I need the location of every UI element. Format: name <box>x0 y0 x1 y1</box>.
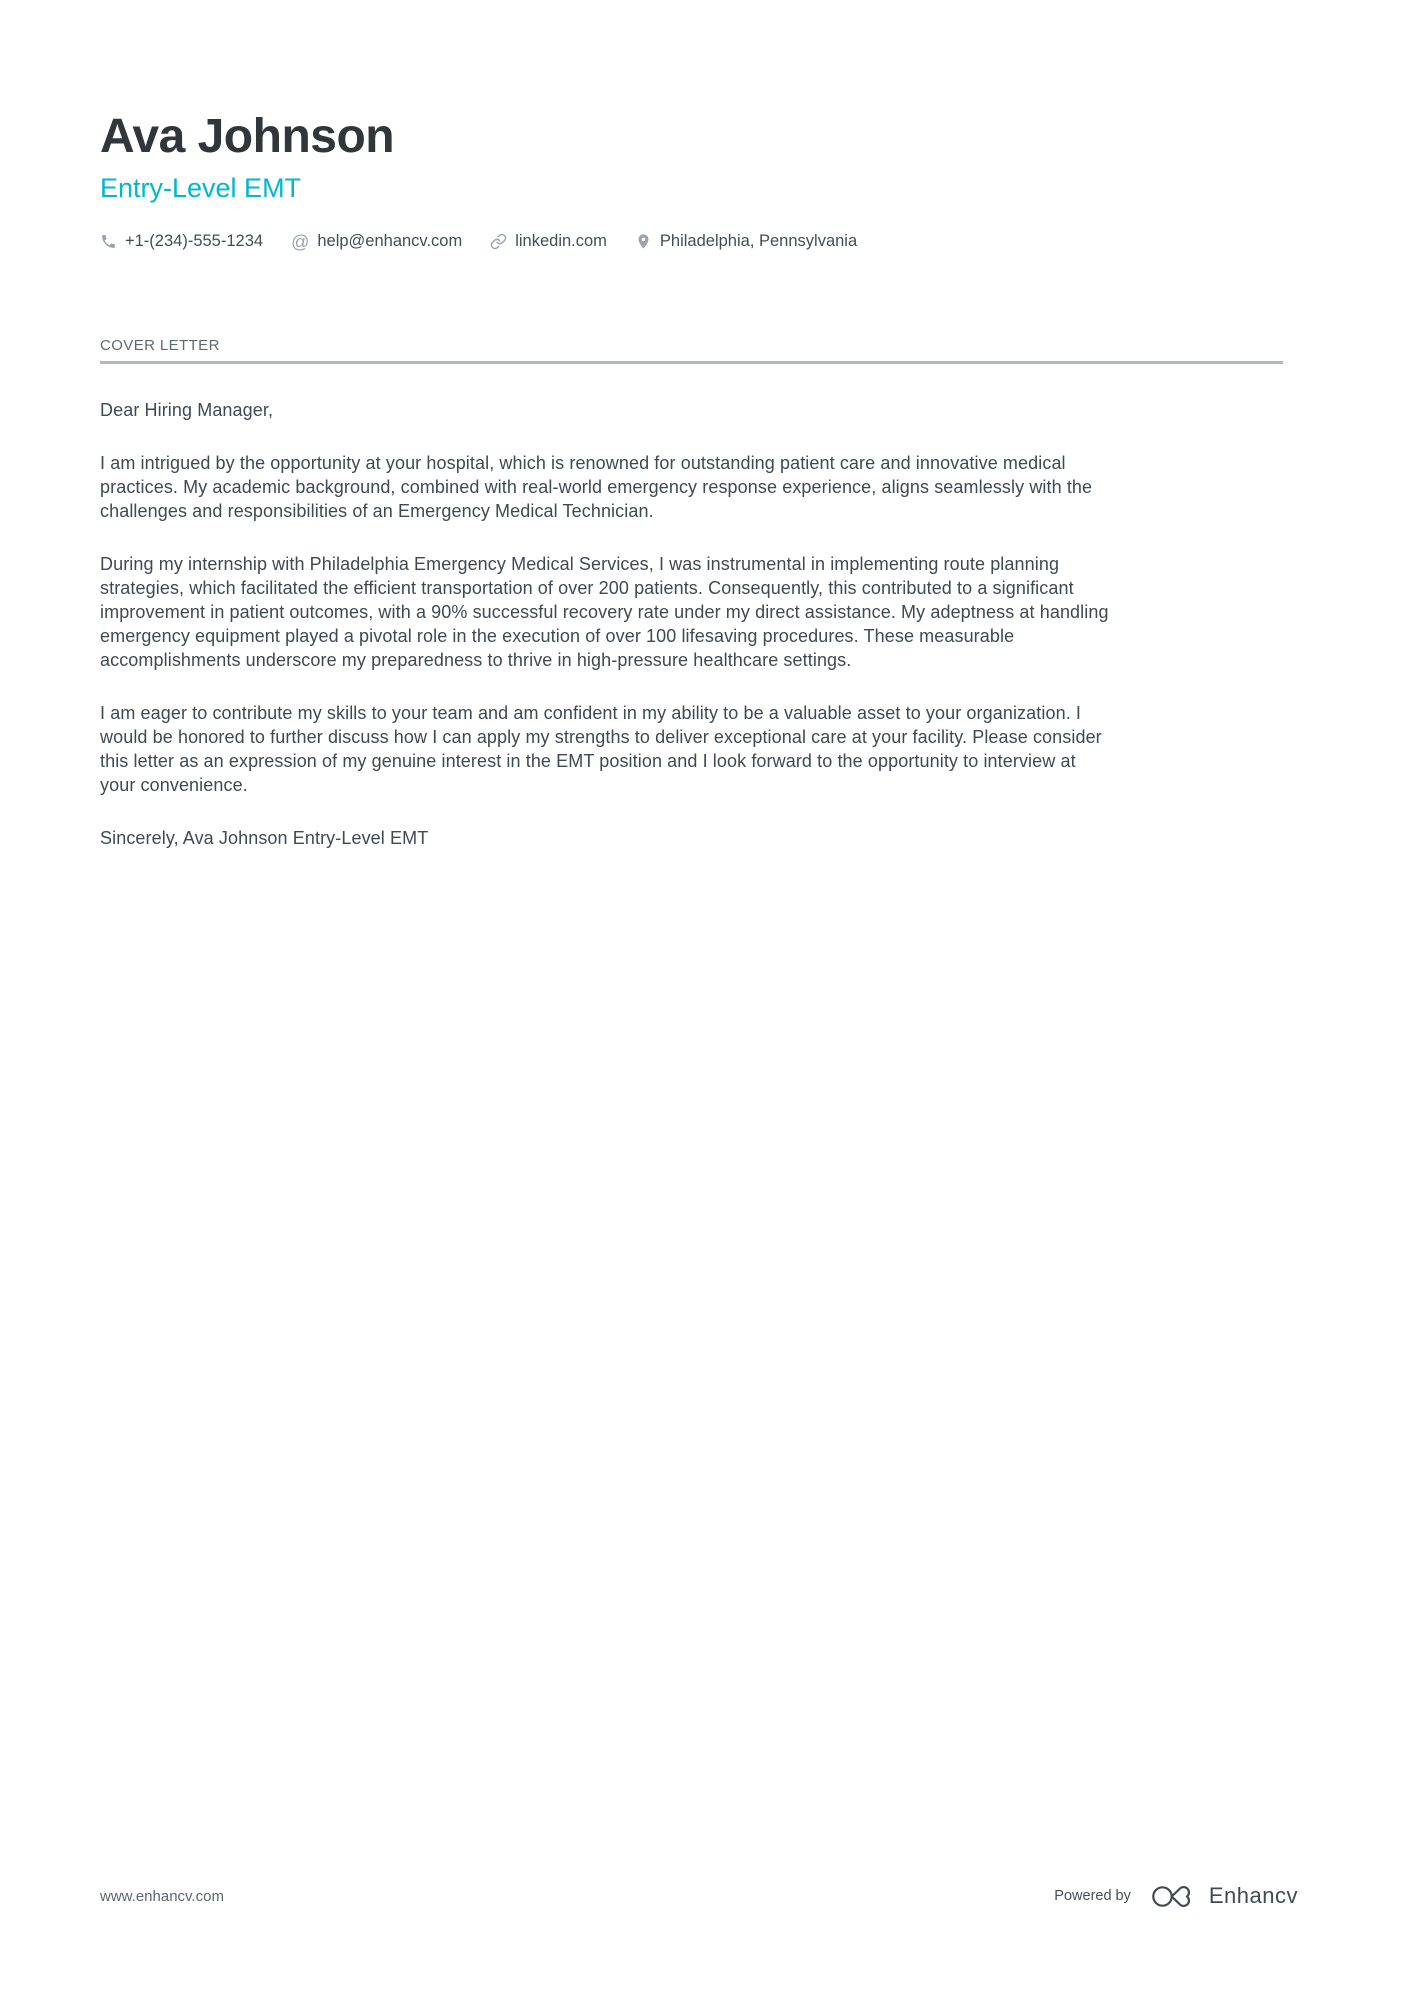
person-name: Ava Johnson <box>100 110 395 163</box>
brand-link[interactable] <box>1151 1883 1298 1909</box>
contact-location-text: Philadelphia, Pennsylvania <box>659 232 858 251</box>
powered-by <box>1054 1883 1298 1909</box>
contact-email[interactable] <box>291 232 462 251</box>
phone-icon <box>100 233 117 250</box>
contact-phone <box>100 232 263 251</box>
contact-phone-text: +1-(234)-555-1234 <box>125 232 264 251</box>
contact-email-text[interactable]: help@enhancv.com <box>317 232 463 251</box>
footer <box>100 1883 1298 1909</box>
letter-closing: Sincerely, Ava Johnson Entry-Level EMT <box>100 828 429 849</box>
cover-letter-section <box>100 337 1283 364</box>
contact-location <box>635 232 857 251</box>
section-heading: COVER LETTER <box>100 337 220 355</box>
powered-by-label: Powered by <box>1054 1888 1131 1904</box>
website-link[interactable]: www.enhancv.com <box>100 1887 224 1905</box>
brand-name: Enhancv <box>1208 1883 1298 1908</box>
contact-link[interactable] <box>490 232 607 251</box>
letter-body <box>100 398 1115 850</box>
letter-paragraph: During my internship with Philadelphia Emergency Medical Services, I was instrumental in implementing route planning strategies, which facilitated the efficient transportation of over 200 patients. Consequently, this contributed to a significant improvement in patient outcomes, with a 90% successful recovery rate under my direct assistance. My adeptness at handling emergency equipment played a pivotal role in the execution of over 100 lifesaving procedures. These measurable accomplishments underscore my preparedness to thrive in high-pressure healthcare settings. <box>100 554 1109 671</box>
link-icon <box>490 233 507 250</box>
contact-link-text[interactable]: linkedin.com <box>515 232 607 251</box>
section-rule <box>100 361 1283 364</box>
location-pin-icon <box>635 233 652 250</box>
job-title: Entry-Level EMT <box>100 173 302 204</box>
at-icon: @ <box>291 231 310 252</box>
letter-paragraph: I am intrigued by the opportunity at your hospital, which is renowned for outstanding patient care and innovative medical practices. My academic background, combined with real-world emergency response experience, aligns seamlessly with the challenges and responsibilities of an Emergency Medical Technician. <box>100 453 1093 522</box>
contact-row <box>100 232 1283 251</box>
header <box>100 112 1283 251</box>
letter-paragraph: I am eager to contribute my skills to your team and am confident in my ability to be a valuable asset to your organization. I would be honored to further discuss how I can apply my strengths to deliver exceptional care at your facility. Please consider this letter as an expression of my genuine interest in the EMT position and I look forward to the opportunity to interview at your convenience. <box>100 703 1102 796</box>
page-content <box>0 0 1410 850</box>
salutation: Dear Hiring Manager, <box>100 400 274 421</box>
enhancv-logo-icon <box>1151 1885 1197 1908</box>
